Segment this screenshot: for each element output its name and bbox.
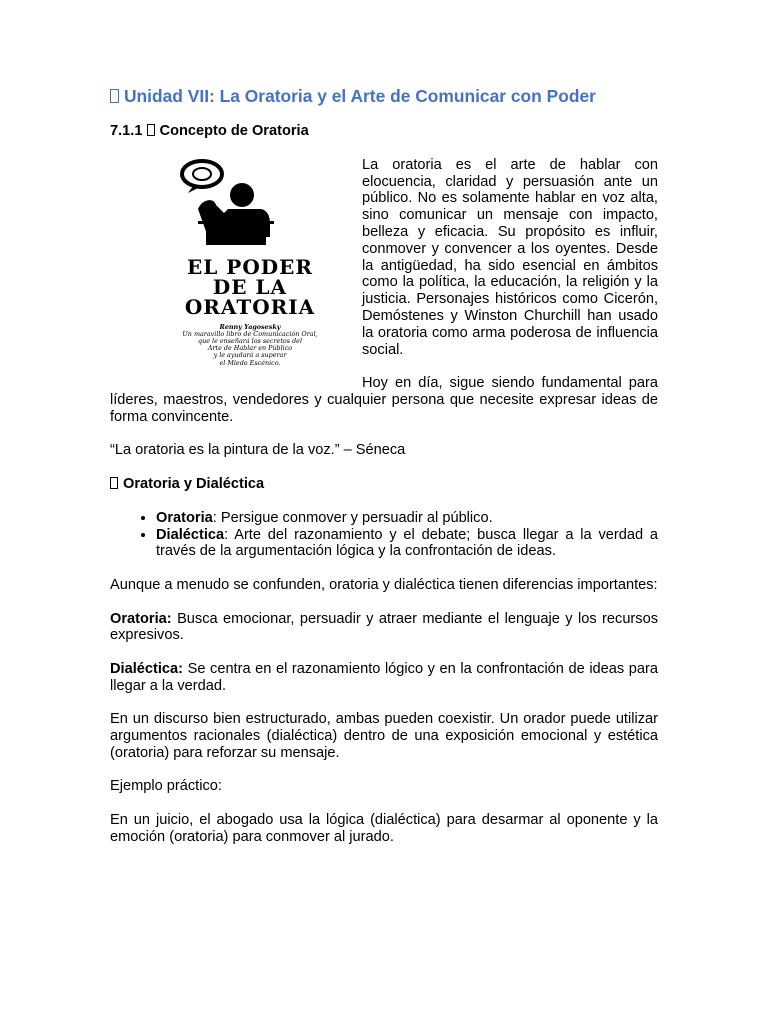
- dialectica-def-text: Se centra en el razonamiento lógico y en la confrontación de ideas para llegar a la verdad.: [110, 660, 658, 694]
- cover-blurb-line: que le enseñará los secretos del: [198, 337, 302, 345]
- cover-title-line-3: ORATORIA: [184, 294, 316, 319]
- list-item-term: Oratoria: [156, 509, 213, 526]
- cover-blurb: [160, 331, 340, 367]
- unit-heading-text: Unidad VII: La Oratoria y el Arte de Comunicar con Poder: [124, 86, 596, 106]
- dialectica-term: Dialéctica:: [110, 660, 184, 677]
- quote-paragraph: “La oratoria es la pintura de la voz.” – Séneca: [110, 442, 406, 459]
- comparison-list: [110, 510, 658, 560]
- book-cover-image: [154, 157, 346, 383]
- list-item-term: Dialéctica: [156, 526, 225, 543]
- section-number: 7.1.1: [110, 123, 143, 139]
- oratoria-def-text: Busca emocionar, persuadir y atraer mediante el lenguaje y los recursos expresivos.: [110, 610, 658, 644]
- cover-author: Renny Yagosesky: [219, 322, 281, 331]
- cover-blurb-line: Un maravillo libro de Comunicación Oral,: [182, 329, 318, 338]
- section-title: Concepto de Oratoria: [159, 123, 309, 139]
- list-item-text: : Arte del razonamiento y el debate; busca llegar a la verdad a través de la argumentación lógica y la confrontación de ideas.: [156, 526, 658, 560]
- list-item: [156, 510, 658, 527]
- missing-glyph-icon: [110, 89, 119, 103]
- cover-title-line-2: DE LA: [212, 274, 288, 299]
- example-paragraph: En un juicio, el abogado usa la lógica (dialéctica) para desarmar al oponente y la emoción (oratoria) para conmover al jurado.: [110, 812, 658, 845]
- oratoria-definition: [110, 611, 658, 645]
- document-body: [110, 86, 658, 862]
- subheading: [110, 476, 658, 493]
- oratoria-term: Oratoria:: [110, 610, 172, 627]
- missing-glyph-icon: [110, 477, 118, 489]
- cover-blurb-line: Arte de Hablar en Público: [207, 344, 293, 353]
- cover-blurb-line: el Miedo Escénico.: [219, 358, 281, 367]
- missing-glyph-icon: [147, 124, 155, 136]
- dialectica-definition: [110, 661, 658, 695]
- section-heading: [110, 123, 658, 140]
- list-item: [156, 527, 658, 561]
- example-label: Ejemplo práctico:: [110, 778, 222, 795]
- cover-blurb-line: y le ayudará a superar: [213, 351, 287, 360]
- list-item-text: : Persigue conmover y persuadir al público.: [212, 509, 493, 526]
- subheading-text: Oratoria y Dialéctica: [123, 475, 265, 492]
- cover-title-line-1: EL PODER: [187, 254, 313, 279]
- coexist-paragraph: En un discurso bien estructurado, ambas pueden coexistir. Un orador puede utilizar argumentos racionales (dialéctica) dentro de una exposición emocional y estética (oratoria) para reforzar su mensaje.: [110, 711, 658, 761]
- differences-paragraph: Aunque a menudo se confunden, oratoria y dialéctica tienen diferencias importantes:: [110, 576, 658, 593]
- unit-heading: [110, 86, 658, 106]
- speaker-podium-icon: [154, 157, 346, 245]
- today-paragraph: Hoy en día, sigue siendo fundamental para líderes, maestros, vendedores y cualquier persona que necesite expresar ideas de forma convincente.: [110, 375, 658, 425]
- intro-paragraph: La oratoria es el arte de hablar con elocuencia, claridad y persuasión ante un público. No es solamente hablar en voz alta, sino comunicar un mensaje con impacto, belleza y eficacia. Su propósito es influir, conmover y convencer a los oyentes. Desde la antigüedad, ha sido esencial en ámbitos como la política, la educación, la religión y la justicia. Personajes históricos como Cicerón, Demóstenes y Winston Churchill han usado la oratoria como arma poderosa de influencia social.: [362, 156, 658, 358]
